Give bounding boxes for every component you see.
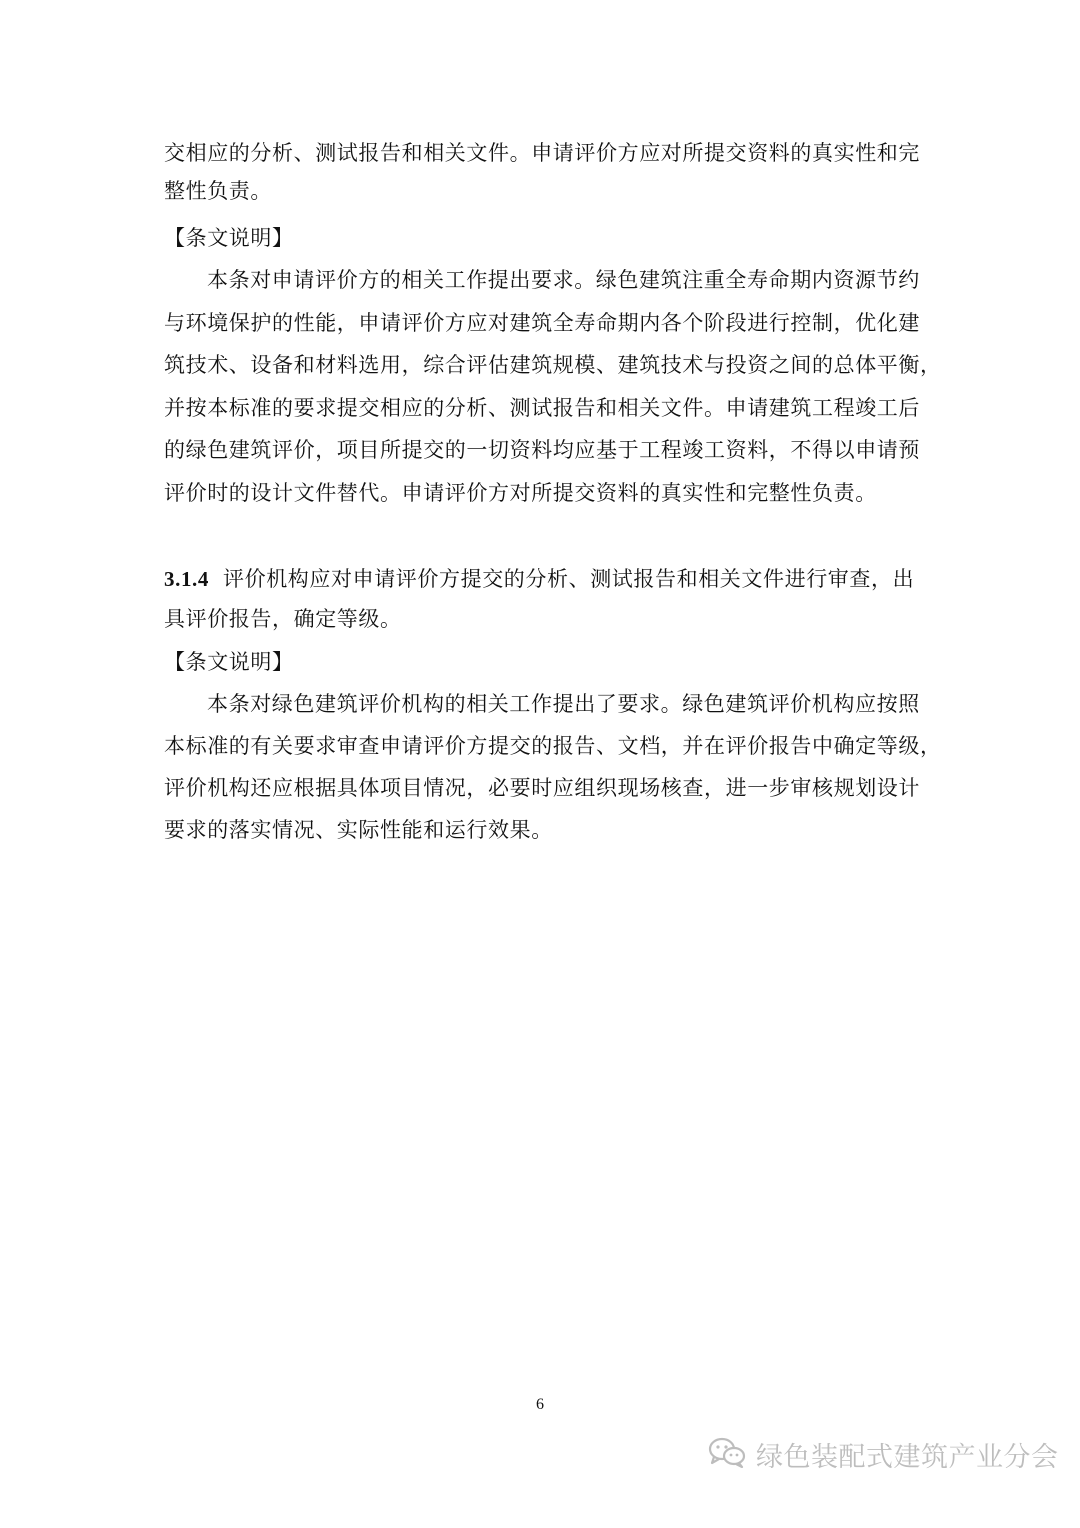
wechat-icon bbox=[708, 1436, 756, 1472]
paragraph-line: 并按本标准的要求提交相应的分析、测试报告和相关文件。申请建筑工程竣工后 bbox=[164, 396, 920, 420]
paragraph-line: 具评价报告，确定等级。 bbox=[164, 607, 402, 631]
paragraph-line: 筑技术、设备和材料选用，综合评估建筑规模、建筑技术与投资之间的总体平衡， bbox=[164, 353, 942, 377]
paragraph-line: 与环境保护的性能，申请评价方应对建筑全寿命期内各个阶段进行控制，优化建 bbox=[164, 311, 920, 335]
paragraph-line: 本标准的有关要求审查申请评价方提交的报告、文档，并在评价报告中确定等级， bbox=[164, 734, 942, 758]
clause-text: 评价机构应对申请评价方提交的分析、测试报告和相关文件进行审查，出 bbox=[223, 567, 915, 591]
paragraph-line: 本条对绿色建筑评价机构的相关工作提出了要求。绿色建筑评价机构应按照 bbox=[207, 692, 920, 716]
paragraph-line: 整性负责。 bbox=[164, 179, 272, 203]
paragraph-line: 评价时的设计文件替代。申请评价方对所提交资料的真实性和完整性负责。 bbox=[164, 481, 877, 505]
section-heading: 【条文说明】 bbox=[164, 650, 294, 674]
watermark bbox=[708, 1434, 1059, 1474]
paragraph-line: 评价机构还应根据具体项目情况，必要时应组织现场核查，进一步审核规划设计 bbox=[164, 776, 920, 800]
paragraph-line: 的绿色建筑评价，项目所提交的一切资料均应基于工程竣工资料，不得以申请预 bbox=[164, 438, 920, 462]
section-heading: 【条文说明】 bbox=[164, 226, 294, 250]
watermark-text: 绿色装配式建筑产业分会 bbox=[756, 1441, 1059, 1473]
paragraph-line: 本条对申请评价方的相关工作提出要求。绿色建筑注重全寿命期内资源节约 bbox=[207, 268, 920, 292]
paragraph-line: 交相应的分析、测试报告和相关文件。申请评价方应对所提交资料的真实性和完 bbox=[164, 141, 920, 165]
paragraph-line: 要求的落实情况、实际性能和运行效果。 bbox=[164, 818, 553, 842]
clause-line bbox=[164, 564, 914, 594]
clause-number: 3.1.4 bbox=[164, 567, 209, 591]
page-number: 6 bbox=[536, 1396, 544, 1413]
